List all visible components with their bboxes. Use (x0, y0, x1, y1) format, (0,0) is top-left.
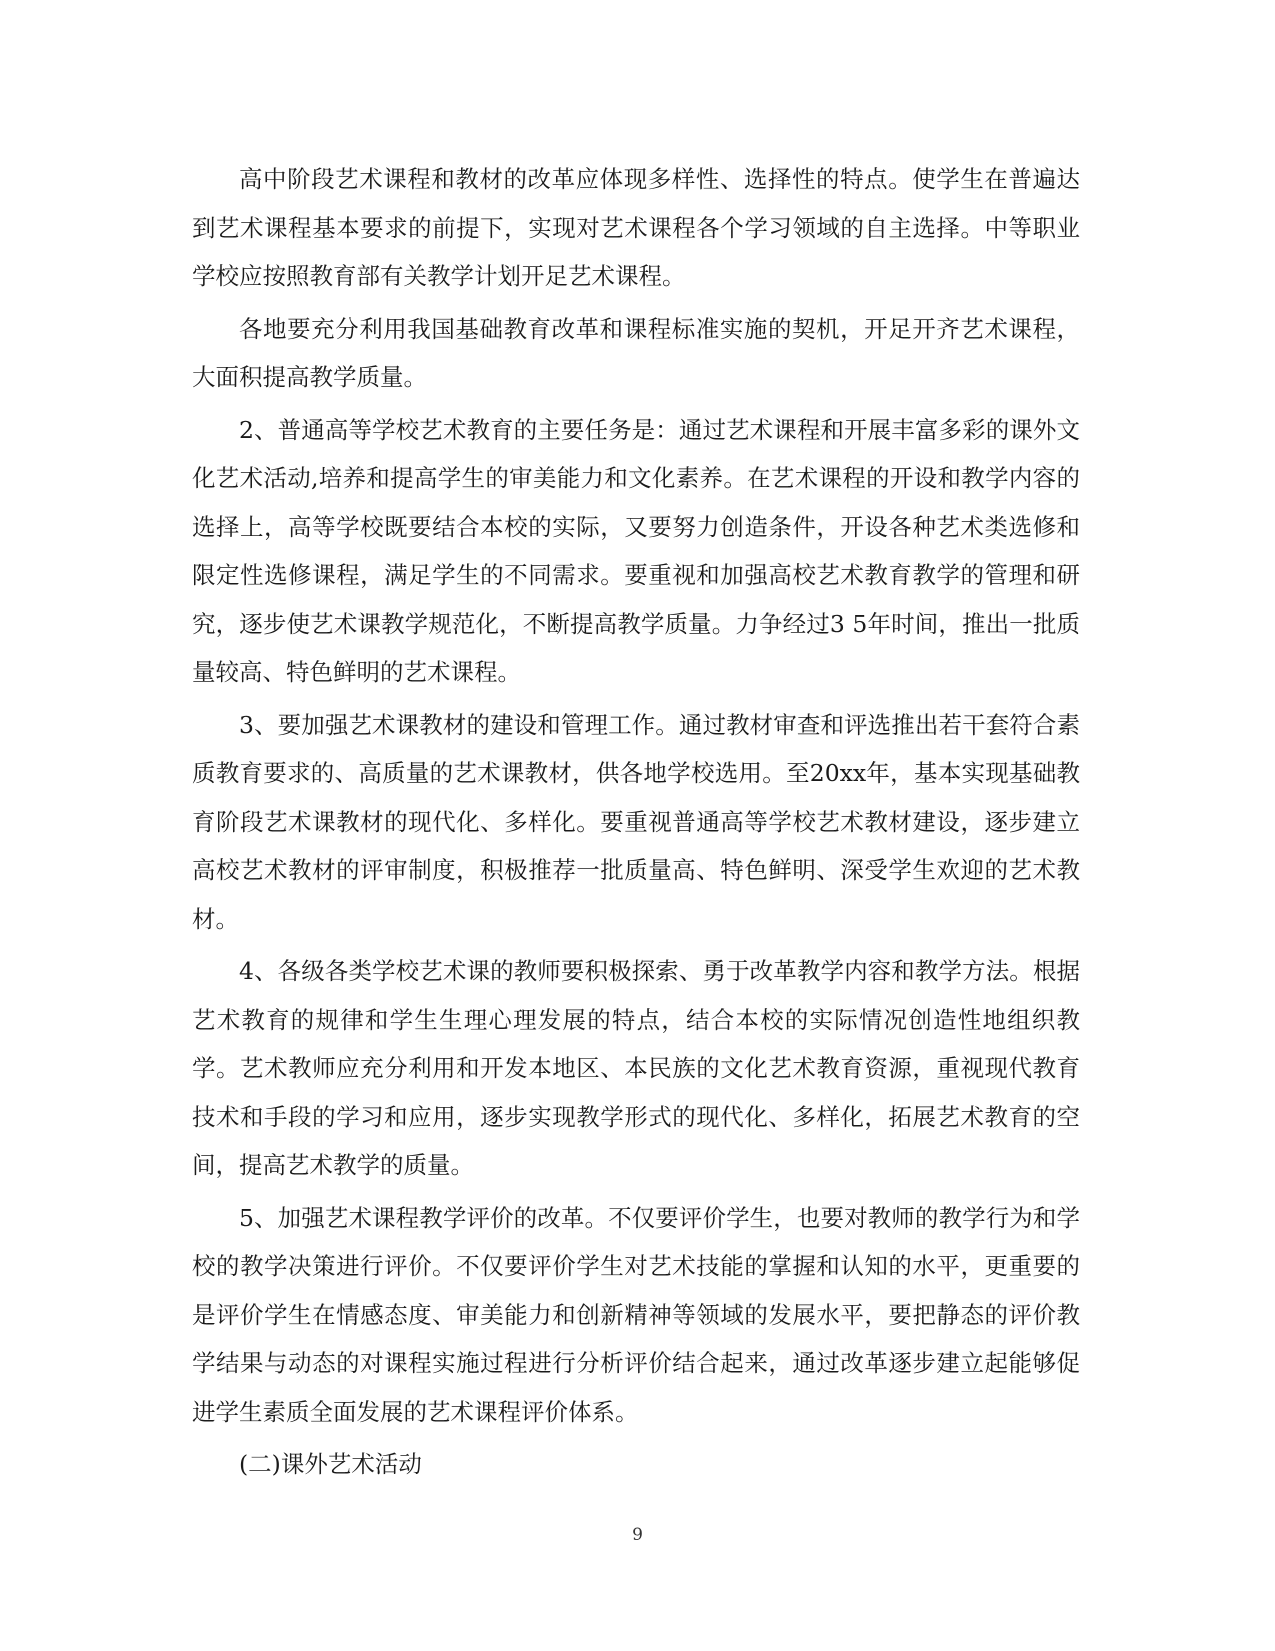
page-number: 9 (632, 1525, 643, 1545)
paragraph: 各地要充分利用我国基础教育改革和课程标准实施的契机，开足开齐艺术课程，大面积提高教学质量。 (192, 314, 1080, 391)
paragraph: 4、各级各类学校艺术课的教师要积极探索、勇于改革教学内容和教学方法。根据艺术教育的规律和学生生理心理发展的特点，结合本校的实际情况创造性地组织教学。艺术教师应充分利用和开发本地区、本民族的文化艺术教育资源，重视现代教育技术和手段的学习和应用，逐步实现教学形式的现代化、多样化，拓展艺术教育的空间，提高艺术教学的质量。 (192, 957, 1080, 1179)
paragraph: 3、要加强艺术课教材的建设和管理工作。通过教材审查和评选推出若干套符合素质教育要求的、高质量的艺术课教材，供各地学校选用。至20xx年，基本实现基础教育阶段艺术课教材的现代化、多样化。要重视普通高等学校艺术教材建设，逐步建立高校艺术教材的评审制度，积极推荐一批质量高、特色鲜明、深受学生欢迎的艺术教材。 (192, 710, 1080, 933)
paragraph: 5、加强艺术课程教学评价的改革。不仅要评价学生，也要对教师的教学行为和学校的教学决策进行评价。不仅要评价学生对艺术技能的掌握和认知的水平，更重要的是评价学生在情感态度、审美能力和创新精神等领域的发展水平，要把静态的评价教学结果与动态的对课程实施过程进行分析评价结合起来，通过改革逐步建立起能够促进学生素质全面发展的艺术课程评价体系。 (192, 1203, 1080, 1426)
section-heading: (二)课外艺术活动 (239, 1450, 422, 1478)
paragraph: 高中阶段艺术课程和教材的改革应体现多样性、选择性的特点。使学生在普遍达到艺术课程基本要求的前提下，实现对艺术课程各个学习领域的自主选择。中等职业学校应按照教育部有关教学计划开足艺术课程。 (192, 165, 1080, 290)
body-text (192, 155, 1080, 1493)
paragraph: 2、普通高等学校艺术教育的主要任务是：通过艺术课程和开展丰富多彩的课外文化艺术活动,培养和提高学生的审美能力和文化素养。在艺术课程的开设和教学内容的选择上，高等学校既要结合本校的实际，又要努力创造条件，开设各种艺术类选修和限定性选修课程，满足学生的不同需求。要重视和加强高校艺术教育教学的管理和研究，逐步使艺术课教学规范化，不断提高教学质量。力争经过3 5年时间，推出一批质量较高、特色鲜明的艺术课程。 (192, 415, 1080, 686)
